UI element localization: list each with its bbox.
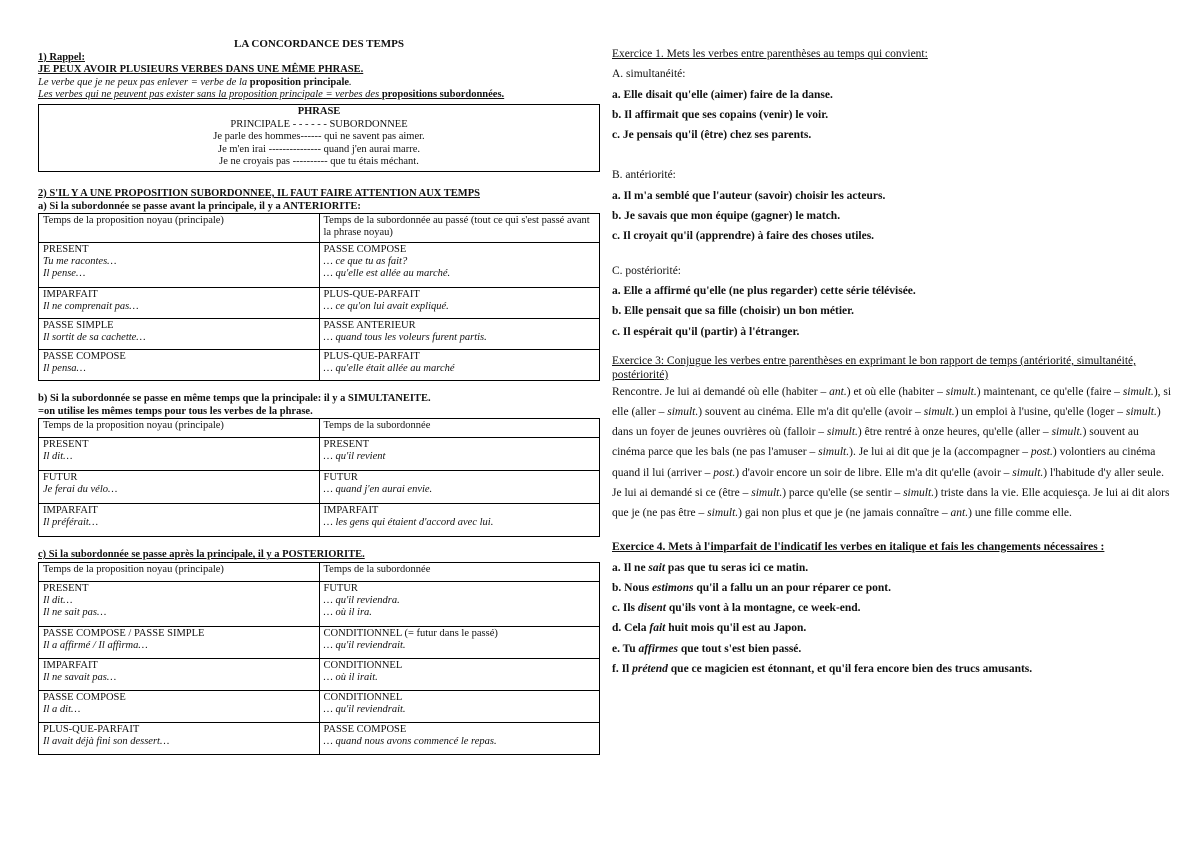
exercise-3-title: Exercice 3: Conjugue les verbes entre parenthèses en exprimant le bon rapport de temps (antériorité, simultanéité, postériorité): [612, 354, 1137, 381]
table-header: Temps de la subordonnée: [319, 562, 600, 581]
exercise-1-part-a-label: A. simultanéité:: [612, 68, 686, 81]
italic-segment: simult.: [945, 385, 977, 398]
rappel-subheading: JE PEUX AVOIR PLUSIEURS VERBES DANS UNE MÊME PHRASE.: [38, 64, 364, 76]
section-b-heading-1: b) Si la subordonnée se passe en même temps que la principale: il y a SIMULTANEITE.: [38, 393, 431, 405]
table-row: PASSE COMPOSE Il a dit… CONDITIONNEL … qu'il reviendrait.: [39, 690, 600, 722]
exercise-4-title: Exercice 4. Mets à l'imparfait de l'indicatif les verbes en italique et fais les changements nécessaires :: [612, 541, 1105, 554]
italic-segment: simult.: [751, 486, 783, 499]
italic-segment: affirmes: [638, 642, 678, 655]
italic-segment: simult.: [903, 486, 935, 499]
exercise-item: a. Il m'a semblé que l'auteur (savoir) choisir les acteurs.: [612, 189, 886, 202]
table-row: PRESENT Il dit… Il ne sait pas… FUTUR … qu'il reviendra. … où il ira.: [39, 581, 600, 626]
exercise-item: e. Tu affirmes que tout s'est bien passé.: [612, 642, 802, 655]
italic-segment: simult.: [818, 446, 850, 459]
rappel-heading: 1) Rappel:: [38, 51, 85, 63]
exercise-item: f. Il prétend que ce magicien est étonnant, et qu'il fera encore bien des trucs amusants.: [612, 663, 1033, 676]
rappel-line-1: Le verbe que je ne peux pas enlever = verbe de la proposition principale.: [38, 76, 352, 88]
italic-segment: ant.: [950, 507, 969, 520]
table-header: Temps de la subordonnée au passé (tout ce qui s'est passé avant la phrase noyau): [319, 214, 600, 243]
italic-segment: simult.: [667, 406, 699, 419]
right-column: [612, 44, 1172, 679]
spacer: [612, 247, 1172, 261]
exercise-item: c. Il croyait qu'il (apprendre) à faire des choses utiles.: [612, 230, 875, 243]
table-posteriorite: [38, 562, 600, 755]
italic-segment: post.: [713, 466, 736, 479]
exercise-1-part-b-label: B. antériorité:: [612, 169, 676, 182]
exercise-1-part-c-label: C. postériorité:: [612, 264, 681, 277]
italic-segment: post.: [1030, 446, 1053, 459]
spacer: [612, 145, 1172, 165]
table-row: IMPARFAIT Il ne savait pas… CONDITIONNEL … où il irait.: [39, 658, 600, 690]
exercise-item: c. Je pensais qu'il (être) chez ses parents.: [612, 129, 812, 142]
italic-segment: sait: [648, 561, 666, 574]
table-header: Temps de la proposition noyau (principale): [39, 419, 320, 438]
table-anteriorite: [38, 213, 600, 381]
exercise-item: a. Elle disait qu'elle (aimer) faire de la danse.: [612, 88, 833, 101]
italic-segment: estimons: [651, 581, 694, 594]
exercise-item: a. Elle a affirmé qu'elle (ne plus regarder) cette série télévisée.: [612, 284, 916, 297]
section-2-heading: 2) S'IL Y A UNE PROPOSITION SUBORDONNEE, IL FAUT FAIRE ATTENTION AUX TEMPS: [38, 187, 480, 199]
italic-segment: prétend: [632, 663, 668, 676]
table-row: PASSE SIMPLE Il sortit de sa cachette… PASSE ANTERIEUR … quand tous les voleurs furent partis.: [39, 319, 600, 350]
table-header: Temps de la proposition noyau (principale): [39, 562, 320, 581]
italic-segment: simult.: [1012, 466, 1044, 479]
exercise-item: a. Il ne sait pas que tu seras ici ce matin.: [612, 561, 809, 574]
rappel-line-2: Les verbes qui ne peuvent pas exister sans la proposition principale = verbes des propositions subordonnées.: [38, 89, 505, 101]
table-row: PASSE COMPOSE Il pensa… PLUS-QUE-PARFAIT … qu'elle était allée au marché: [39, 350, 600, 381]
table-row: IMPARFAIT Il ne comprenait pas… PLUS-QUE-PARFAIT … ce qu'on lui avait expliqué.: [39, 288, 600, 319]
italic-segment: simult.: [707, 507, 739, 520]
italic-segment: disent: [637, 602, 666, 615]
exercise-item: b. Je savais que mon équipe (gagner) le match.: [612, 210, 841, 223]
table-row: IMPARFAIT Il préférait… IMPARFAIT … les gens qui étaient d'accord avec lui.: [39, 504, 600, 537]
table-header: Temps de la proposition noyau (principale): [39, 214, 320, 243]
table-row: PASSE COMPOSE / PASSE SIMPLE Il a affirmé / Il affirma… CONDITIONNEL (= futur dans le passé) … qu'il reviendrait.: [39, 626, 600, 658]
section-b-heading-2: =on utilise les mêmes temps pour tous les verbes de la phrase.: [38, 405, 313, 417]
exercise-1-title: Exercice 1. Mets les verbes entre parenthèses au temps qui convient:: [612, 48, 928, 60]
table-header: Temps de la subordonnée: [319, 419, 600, 438]
exercise-item: c. Il espérait qu'il (partir) à l'étranger.: [612, 325, 800, 338]
italic-segment: simult.: [1122, 385, 1154, 398]
exercise-item: b. Elle pensait que sa fille (choisir) un bon métier.: [612, 305, 855, 318]
exercise-3-text: Rencontre. Je lui ai demandé où elle (habiter – ant.) et où elle (habiter – simult.) maintenant, ce qu'elle (faire – simult.), si elle (aller – simult.) souvent au cinéma. Elle m'a dit qu'elle (avoir – simult.) un emploi à l'usine, qu'elle (loger – simult.) dans un foyer de jeunes ouvrières où (falloir – simult.) être rentré à onze heures, qu'elle (aller – simult.) souvent au cinéma parce que les bals (ne pas l'amuser – simult.). Je lui ai dit que je la (accompagner – post.) volontiers au cinéma quand il lui (arriver – post.) d'avoir encore un soir de libre. Elle m'a dit qu'elle (avoir – simult.) l'habitude d'y aller seule. Je lui ai demandé si ce (être – simult.) parce qu'elle (se sentir – simult.) triste dans la vie. Elle acquiesça. Je lui ai dit alors que je (ne pas être – simult.) gai non plus et que je (ne jamais connaître – ant.) une fille comme elle.: [612, 385, 1172, 520]
italic-segment: ant.: [829, 385, 847, 398]
exercise-item: b. Il affirmait que ses copains (venir) le voir.: [612, 108, 829, 121]
table-row: PRESENT Il dit… PRESENT … qu'il revient: [39, 438, 600, 471]
section-c-heading: c) Si la subordonnée se passe après la principale, il y a POSTERIORITE.: [38, 549, 365, 561]
left-column: [38, 38, 600, 755]
italic-segment: fait: [649, 622, 666, 635]
phrase-box: PHRASE PRINCIPALE - - - - - - SUBORDONNEE Je parle des hommes------ qui ne savent pas aimer. Je m'en irai --------------- quand j'en aurai marre. Je ne croyais pas ---------- que tu étais méchant.: [38, 104, 600, 172]
section-a-heading: a) Si la subordonnée se passe avant la principale, il y a ANTERIORITE:: [38, 200, 361, 212]
exercise-item: c. Ils disent qu'ils vont à la montagne, ce week-end.: [612, 602, 861, 615]
exercise-item: d. Cela fait huit mois qu'il est au Japon.: [612, 622, 807, 635]
exercise-item: b. Nous estimons qu'il a fallu un an pour réparer ce pont.: [612, 581, 891, 594]
table-row: PRESENT Tu me racontes… Il pense… PASSE COMPOSE … ce que tu as fait? … qu'elle est allée au marché.: [39, 243, 600, 288]
table-row: FUTUR Je ferai du vélo… FUTUR … quand j'en aurai envie.: [39, 471, 600, 504]
italic-segment: simult.: [923, 406, 955, 419]
table-row: PLUS-QUE-PARFAIT Il avait déjà fini son dessert… PASSE COMPOSE … quand nous avons commencé le repas.: [39, 722, 600, 754]
italic-segment: simult.: [826, 426, 858, 439]
page-title: LA CONCORDANCE DES TEMPS: [233, 38, 405, 50]
italic-segment: simult.: [1051, 426, 1083, 439]
italic-segment: simult.: [1125, 406, 1157, 419]
table-simultaneite: [38, 418, 600, 537]
